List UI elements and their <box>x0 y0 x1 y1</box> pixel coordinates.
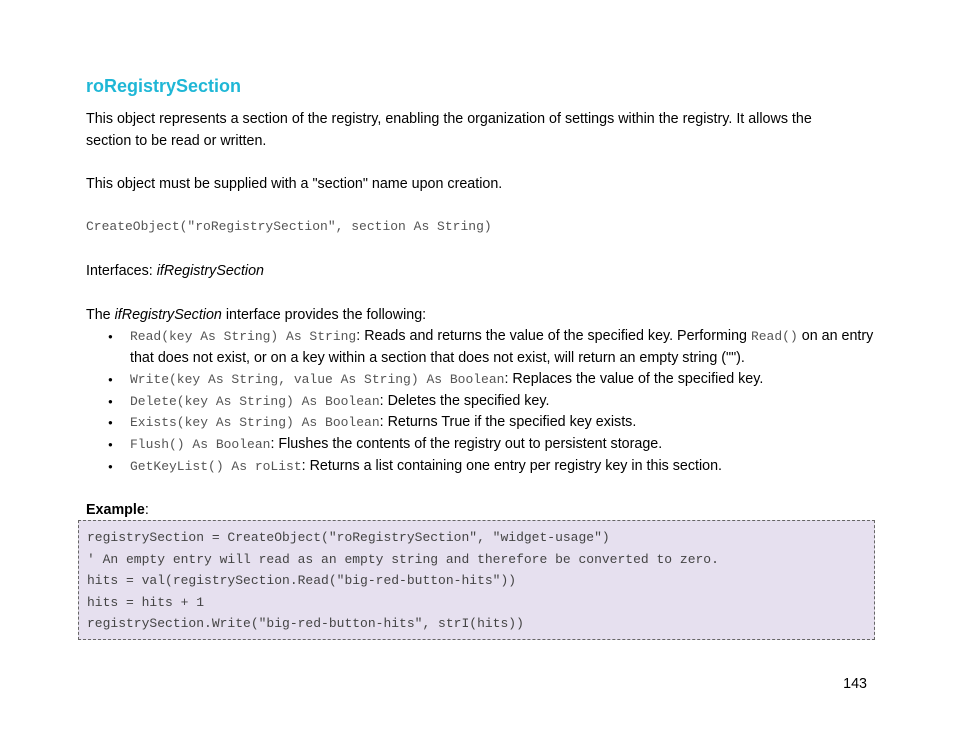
method-description: : Flushes the contents of the registry out to persistent storage. <box>270 435 663 452</box>
inline-code: Read() <box>750 329 798 344</box>
method-description: : Replaces the value of the specified key. <box>504 371 764 388</box>
intro-paragraph: This object represents a section of the registry, enabling the organization of settings within the registry. It allows the section to be read or written. <box>86 111 812 149</box>
interfaces-value: ifRegistrySection <box>156 263 265 279</box>
provides-prefix: The <box>86 307 115 323</box>
method-item-exists <box>130 412 900 434</box>
page-number: 143 <box>843 676 867 692</box>
method-item-read <box>130 326 900 369</box>
method-signature: Flush() As Boolean <box>130 436 271 452</box>
code-line: hits = hits + 1 <box>87 594 205 610</box>
example-heading <box>86 499 846 521</box>
method-list <box>86 326 900 477</box>
method-description-cont: on an entry that does not exist, or on a key within a section that does not exist, will return an empty string (""). <box>130 328 874 366</box>
provides-interface-name: ifRegistrySection <box>114 307 222 323</box>
provides-suffix: interface provides the following: <box>221 307 427 323</box>
section-title: roRegistrySection <box>86 76 242 96</box>
provides-line <box>86 304 846 326</box>
method-description: : Deletes the specified key. <box>379 392 550 409</box>
method-signature: Exists(key As String) As Boolean <box>130 415 380 431</box>
example-label: Example <box>86 502 145 518</box>
method-item-delete <box>130 391 900 413</box>
method-item-flush <box>130 434 900 456</box>
method-item-write <box>130 369 900 391</box>
method-description: : Returns a list containing one entry per registry key in this section. <box>301 457 723 474</box>
interfaces-line <box>86 260 846 282</box>
interfaces-label: Interfaces: <box>86 263 157 279</box>
example-code-block <box>78 520 875 640</box>
creation-note: This object must be supplied with a "section" name upon creation. <box>86 176 503 192</box>
method-signature: Write(key As String, value As String) As Boolean <box>130 372 505 388</box>
method-signature: GetKeyList() As roList <box>130 458 302 474</box>
code-line: ' An empty entry will read as an empty string and therefore be converted to zero. <box>87 551 719 567</box>
method-description: : Reads and returns the value of the specified key. Performing <box>356 328 751 344</box>
code-line: registrySection = CreateObject("roRegistrySection", "widget-usage") <box>87 530 610 545</box>
code-line: hits = val(registrySection.Read("big-red-button-hits")) <box>87 573 517 589</box>
method-signature: Delete(key As String) As Boolean <box>130 393 380 409</box>
code-line: registrySection.Write("big-red-button-hits", strI(hits)) <box>87 616 524 632</box>
method-description: : Returns True if the specified key exists. <box>379 414 637 431</box>
create-object-signature: CreateObject("roRegistrySection", section As String) <box>86 219 492 234</box>
example-colon: : <box>144 502 149 518</box>
method-item-getkeylist <box>130 456 900 478</box>
method-signature: Read(key As String) As String <box>130 329 357 344</box>
